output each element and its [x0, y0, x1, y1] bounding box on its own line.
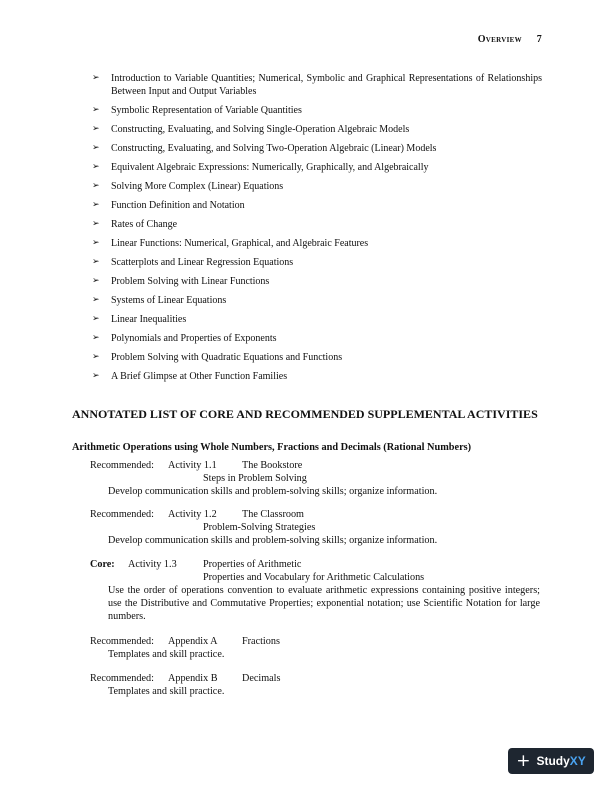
activity-entry — [90, 459, 540, 498]
activity-description: Use the order of operations convention to evaluate arithmetic expressions containing positive integers; use the Distributive and Commutative Properties; exponential notation; use Scientific Notation for large numbers. — [108, 585, 540, 622]
list-item: ➢ Solving More Complex (Linear) Equations — [92, 181, 284, 193]
activity-title: The Bookstore — [242, 460, 303, 471]
activity-id: Appendix A — [168, 636, 218, 647]
activity-kind: Recommended: — [90, 460, 154, 471]
activity-entry — [90, 558, 540, 623]
arrow-bullet-icon: ➢ — [92, 124, 100, 135]
activity-kind: Recommended: — [90, 509, 154, 520]
list-item: ➢ Linear Inequalities — [92, 314, 187, 326]
activity-entry — [90, 635, 540, 661]
activity-heading — [90, 459, 540, 472]
topic-list — [92, 72, 542, 389]
list-item: ➢ Linear Functions: Numerical, Graphical, and Algebraic Features — [92, 238, 369, 250]
list-item: ➢ Function Definition and Notation — [92, 200, 245, 212]
brand-logo-text: StudyXY — [536, 754, 586, 768]
activity-entry — [90, 672, 540, 698]
arrow-bullet-icon: ➢ — [92, 200, 100, 211]
activity-subtitle: Properties and Vocabulary for Arithmetic Calculations — [203, 572, 425, 583]
activity-description: Templates and skill practice. — [108, 649, 225, 660]
activity-id: Activity 1.3 — [128, 559, 177, 570]
arrow-bullet-icon: ➢ — [92, 257, 100, 268]
activity-heading — [90, 672, 540, 685]
arrow-bullet-icon: ➢ — [92, 314, 100, 325]
activity-subtitle: Steps in Problem Solving — [203, 473, 307, 484]
activity-heading — [90, 558, 540, 571]
activity-subtitle: Problem-Solving Strategies — [203, 522, 316, 533]
studyxy-badge[interactable] — [508, 748, 594, 774]
list-item: ➢ Constructing, Evaluating, and Solving Two-Operation Algebraic (Linear) Models — [92, 143, 437, 155]
activity-heading — [90, 635, 540, 648]
list-item: ➢ Scatterplots and Linear Regression Equations — [92, 257, 294, 269]
list-item: ➢ Constructing, Evaluating, and Solving Single-Operation Algebraic Models — [92, 124, 410, 136]
activity-heading — [90, 508, 540, 521]
activity-title: The Classroom — [242, 509, 304, 520]
activity-id: Appendix B — [168, 673, 218, 684]
list-item: ➢ A Brief Glimpse at Other Function Families — [92, 371, 288, 383]
activity-kind: Recommended: — [90, 673, 154, 684]
list-item: ➢ Introduction to Variable Quantities; Numerical, Symbolic and Graphical Representations of Relationships Between Input and Output Variables — [92, 73, 542, 98]
list-item: ➢ Symbolic Representation of Variable Quantities — [92, 105, 302, 117]
list-item: ➢ Equivalent Algebraic Expressions: Numerically, Graphically, and Algebraically — [92, 162, 429, 174]
arrow-bullet-icon: ➢ — [92, 295, 100, 306]
list-item: ➢ Problem Solving with Linear Functions — [92, 276, 270, 288]
arrow-bullet-icon: ➢ — [92, 181, 100, 192]
plus-icon: + — [516, 750, 531, 771]
activity-description: Develop communication skills and problem-solving skills; organize information. — [108, 535, 438, 546]
arrow-bullet-icon: ➢ — [92, 333, 100, 344]
activity-title: Properties of Arithmetic — [203, 559, 302, 570]
arrow-bullet-icon: ➢ — [92, 73, 100, 83]
arrow-bullet-icon: ➢ — [92, 219, 100, 230]
activity-id: Activity 1.1 — [168, 460, 217, 471]
arrow-bullet-icon: ➢ — [92, 143, 100, 154]
list-item: ➢ Polynomials and Properties of Exponents — [92, 333, 277, 345]
running-header — [478, 34, 542, 45]
activity-description: Templates and skill practice. — [108, 686, 225, 697]
list-item: ➢ Problem Solving with Quadratic Equations and Functions — [92, 352, 343, 364]
arrow-bullet-icon: ➢ — [92, 238, 100, 249]
arrow-bullet-icon: ➢ — [92, 105, 100, 116]
list-item: ➢ Rates of Change — [92, 219, 178, 231]
activity-id: Activity 1.2 — [168, 509, 217, 520]
activity-kind: Core: — [90, 559, 115, 570]
activity-description: Develop communication skills and problem-solving skills; organize information. — [108, 486, 438, 497]
list-item: ➢ Systems of Linear Equations — [92, 295, 227, 307]
activity-title: Decimals — [242, 673, 281, 684]
arrow-bullet-icon: ➢ — [92, 276, 100, 287]
section-title: ANNOTATED LIST OF CORE AND RECOMMENDED SUPPLEMENTAL ACTIVITIES — [72, 407, 538, 421]
activity-title: Fractions — [242, 636, 280, 647]
arrow-bullet-icon: ➢ — [92, 371, 100, 382]
activity-kind: Recommended: — [90, 636, 154, 647]
activity-entry — [90, 508, 540, 547]
section-subtitle: Arithmetic Operations using Whole Numbers, Fractions and Decimals (Rational Numbers) — [72, 442, 472, 453]
arrow-bullet-icon: ➢ — [92, 352, 100, 363]
header-title: Overview — [477, 34, 522, 45]
arrow-bullet-icon: ➢ — [92, 162, 100, 173]
page-number: 7 — [536, 34, 542, 45]
